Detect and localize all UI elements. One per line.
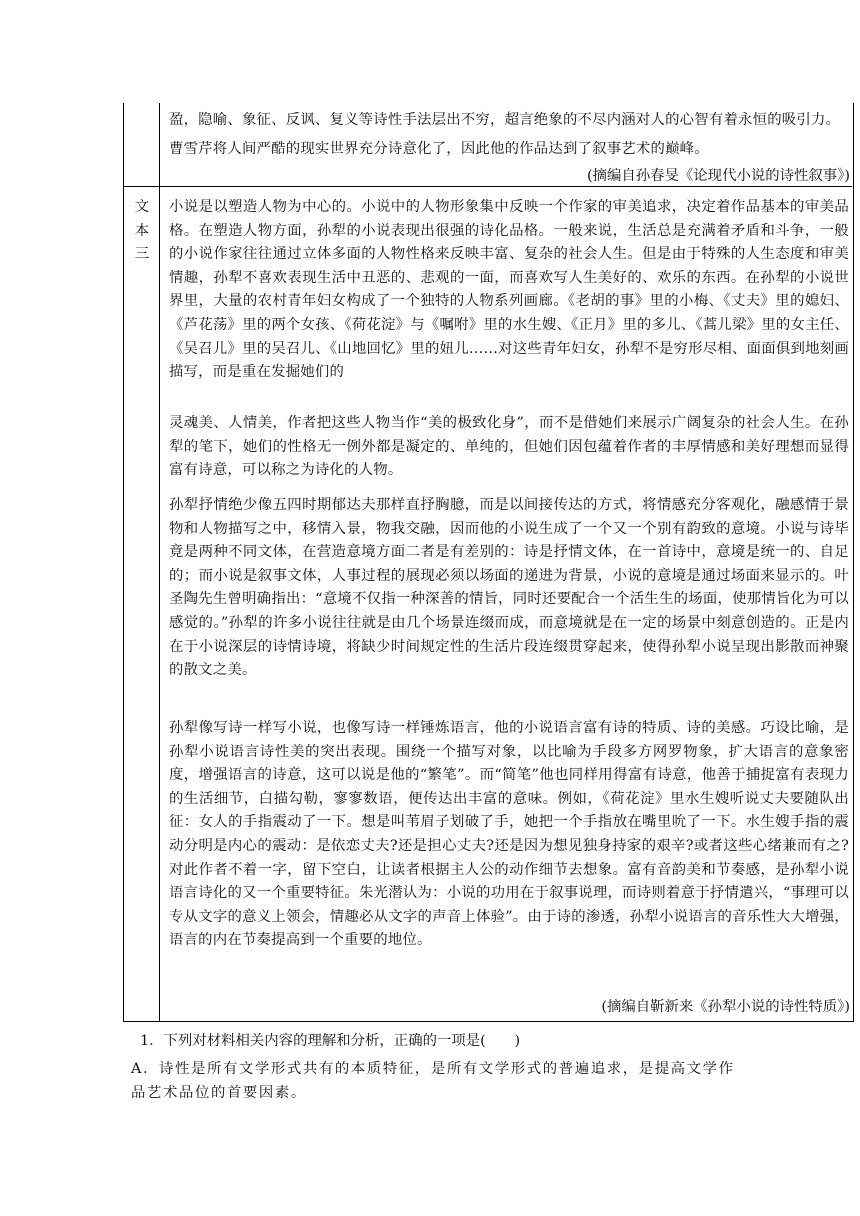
text3-paragraph-4: 孙犁像写诗一样写小说，也像写诗一样锤炼语言，他的小说语言富有诗的特质、诗的美感。巧设比喻，是孙犁小说语言诗性美的突出表现。围绕一个描写对象，以比喻为手段多方网罗物象，扩大语言的意象密度，增强语言的诗意，这可以说是他的“繁笔”。而“简笔”他也同样用得富有诗意，他善于捕捉富有表现力的生活细节，白描勾勒，寥寥数语，便传达出丰富的意味。例如，《荷花淀》里水生嫂听说丈夫要随队出征：女人的手指震动了一下。想是叫苇眉子划破了手，她把一个手指放在嘴里吮了一下。水生嫂手指的震动分明是内心的震动：是依恋丈夫?还是担心丈夫?还是因为想见独身持家的艰辛?或者这些心绪兼而有之?对此作者不着一字，留下空白，让读者根据主人公的动作细节去想象。富有音韵美和节奏感，是孙犁小说语言诗化的又一个重要特征。朱光潜认为：小说的功用在于叙事说理，而诗则着意于抒情遣兴，“事理可以专从文字的意义上领会，情趣必从文字的声音上体验”。由于诗的渗透，孙犁小说语言的音乐性大大增强，语言的内在节奏提高到一个重要的地位。 (169, 720, 849, 949)
text3-source: (摘编自靳新来《孙犁小说的诗性特质》) (601, 999, 850, 1015)
text2-line2: 曹雪芹将人间严酷的现实世界充分诗意化了，因此他的作品达到了叙事艺术的巅峰。 (169, 141, 709, 157)
text3-paragraph-3: 孙犁抒情绝少像五四时期郁达夫那样直抒胸臆，而是以间接传达的方式，将情感充分客观化，融感情于景物和人物描写之中，移情入景，物我交融，因而他的小说生成了一个又一个别有韵致的意境。小说与诗毕竟是两种不同文体，在营造意境方面二者是有差别的：诗是抒情文体，在一首诗中，意境是统一的、自足的；而小说是叙事文体，人事过程的展现必须以场面的递进为背景，小说的意境是通过场面来显示的。叶圣陶先生曾明确指出：“意境不仅指一种深善的情旨，同时还要配合一个活生生的场面，使那情旨化为可以感觉的。”孙犁的许多小说往往就是由几个场景连缀而成，而意境就是在一定的场景中刻意创造的。正是内在于小说深层的诗情诗境，将缺少时间规定性的生活片段连缀贯穿起来，使得孙犁小说呈现出影散而神聚的散文之美。 (169, 497, 849, 679)
table-column-divider (159, 103, 160, 1021)
text2-line1: 盈，隐喻、象征、反讽、复义等诗性手法层出不穷，超言绝象的不尽内涵对人的心智有着永恒的吸引力。 (169, 112, 841, 128)
text3-label-char: 文 (134, 199, 150, 215)
text3-paragraph-1: 小说是以塑造人物为中心的。小说中的人物形象集中反映一个作家的审美追求，决定着作品基本的审美品格。在塑造人物方面，孙犁的小说表现出很强的诗化品格。一般来说，生活总是充满着矛盾和斗争，一般的小说作家往往通过立体多面的人物性格来反映丰富、复杂的社会人生。但是由于特殊的人生态度和审美情趣，孙犁不喜欢表现生活中丑恶的、悲观的一面，而喜欢写人生美好的、欢乐的东西。在孙犁的小说世界里，大量的农村青年妇女构成了一个独特的人物系列画廊。《老胡的事》里的小梅、《丈夫》里的媳妇、《芦花荡》里的两个女孩、《荷花淀》与《嘱咐》里的水生嫂、《正月》里的多儿、《蒿儿梁》里的女主任、《吴召儿》里的吴召儿、《山地回忆》里的妞儿……对这些青年妇女，孙犁不是穷形尽相、面面俱到地刻画描写，而是重在发掘她们的 (169, 199, 849, 381)
question-stem: 1．下列对材料相关内容的理解和分析，正确的一项是( ) (140, 1033, 521, 1049)
text3-label (131, 196, 153, 267)
text3-label-char: 本 (134, 222, 150, 239)
text3-paragraph-2: 灵魂美、人情美，作者把这些人物当作“美的极致化身”，而不是借她们来展示广阔复杂的社会人生。在孙犁的笔下，她们的性格无一例外都是凝定的、单纯的，但她们因包蕴着作者的丰厚情感和美好理想而显得富有诗意，可以称之为诗化的人物。 (169, 415, 849, 479)
option-a: A．诗性是所有文学形式共有的本质特征，是所有文学形式的普遍追求，是提高文学作品艺术品位的首要因素。 (131, 1061, 735, 1101)
text2-source: (摘编自孙春旻《论现代小说的诗性叙事》) (586, 168, 850, 184)
text3-label-char: 三 (134, 246, 150, 263)
